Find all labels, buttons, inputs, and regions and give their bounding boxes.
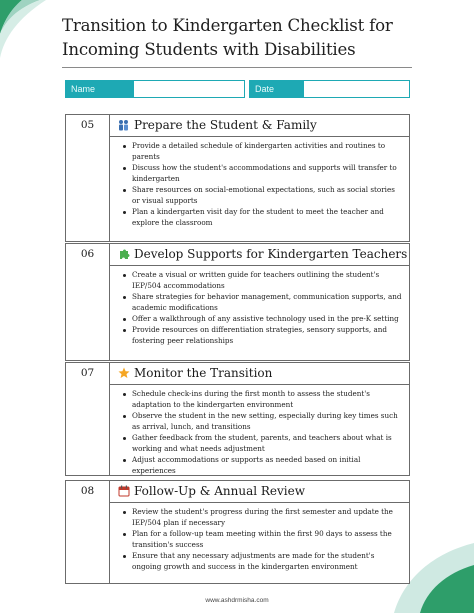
name-label: Name [65,80,133,98]
checklist-section-06 [65,243,410,361]
list-item: Ensure that any necessary adjustments are made for the student's ongoing growth and success in the kindergarten environment [123,550,403,572]
section-heading [110,117,409,137]
section-heading-text: Follow-Up & Annual Review [134,484,306,498]
list-item: Provide a detailed schedule of kindergarten activities and routines to parents [123,140,403,162]
date-field[interactable] [303,80,410,98]
list-item: Schedule check-ins during the first month to assess the student's adaptation to the kindergarten environment [123,388,403,410]
list-item: Provide resources on differentiation strategies, sensory supports, and fostering peer relationships [123,324,403,346]
name-field[interactable] [133,80,245,98]
checklist-section-05 [65,114,410,242]
puzzle-icon [117,248,130,261]
section-number: 06 [66,244,110,360]
top-left-decoration [0,0,60,60]
list-item: Offer a walkthrough of any assistive technology used in the pre-K setting [123,313,403,324]
date-field-group [249,80,410,98]
section-heading-text: Develop Supports for Kindergarten Teachers [134,247,408,261]
list-item: Plan a kindergarten visit day for the student to meet the teacher and explore the classroom [123,206,403,228]
name-field-group [65,80,245,98]
checklist-items [117,137,403,228]
checklist-section-08 [65,480,410,584]
checklist-items [117,503,403,572]
section-number: 05 [66,115,110,241]
list-item: Create a visual or written guide for teachers outlining the student's IEP/504 accommodations [123,269,403,291]
list-item: Share strategies for behavior management, communication supports, and academic modifications [123,291,403,313]
star-icon [117,367,130,380]
list-item: Review the student's progress during the first semester and update the IEP/504 plan if necessary [123,506,403,528]
footer-website: www.ashdrmisha.com [205,597,269,604]
section-number: 07 [66,363,110,475]
section-heading [110,483,409,503]
checklist-items [117,385,403,476]
list-item: Share resources on social-emotional expectations, such as social stories or visual supports [123,184,403,206]
list-item: Plan for a follow-up team meeting within the first 90 days to assess the transition's success [123,528,403,550]
section-number: 08 [66,481,110,583]
section-heading-text: Monitor the Transition [134,366,273,380]
list-item: Gather feedback from the student, parents, and teachers about what is working and what needs adjustment [123,432,403,454]
list-item: Adjust accommodations or supports as needed based on initial experiences [123,454,403,476]
checklist-section-07 [65,362,410,476]
list-item: Discuss how the student's accommodations and supports will transfer to kindergarten [123,162,403,184]
section-heading-text: Prepare the Student & Family [134,118,317,132]
family-icon [117,119,130,132]
section-heading [110,365,409,385]
title-divider [62,67,412,68]
list-item: Observe the student in the new setting, especially during key times such as arrival, lunch, and transitions [123,410,403,432]
date-label: Date [249,80,303,98]
page-title: Transition to Kindergarten Checklist for Incoming Students with Disabilities [62,16,393,59]
section-heading [110,246,409,266]
checklist-items [117,266,403,346]
calendar-icon [117,485,130,498]
